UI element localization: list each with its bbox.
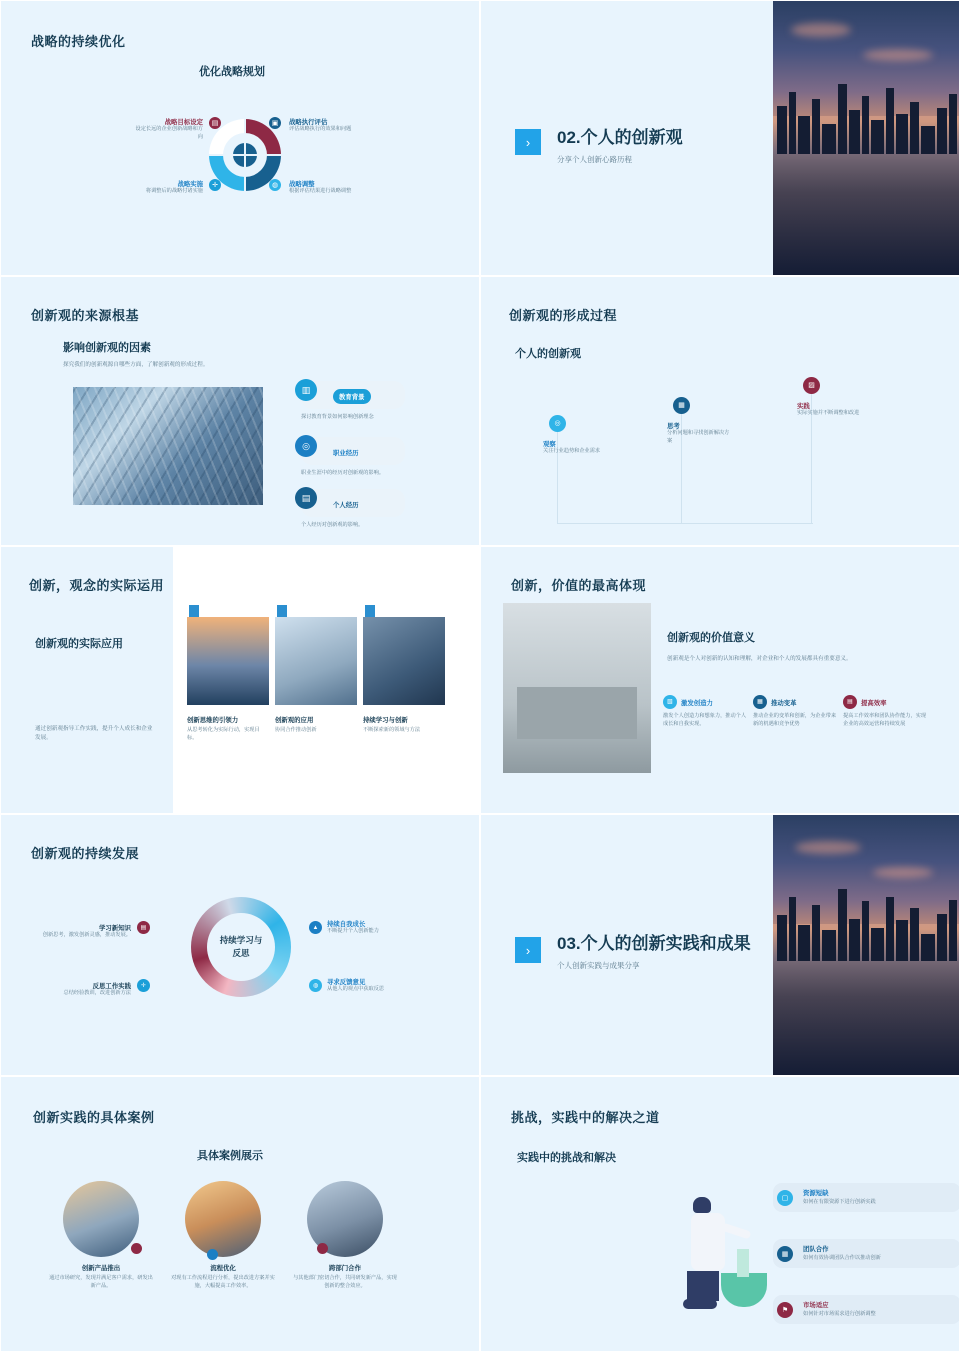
dev-item-1: 持续自我成长 不断提升个人创新能力: [327, 921, 379, 934]
scientist-illustration: [661, 1187, 781, 1327]
section-number-title: 03.个人的创新实践和成果: [557, 934, 751, 953]
slide-section-02: [480, 0, 960, 276]
page-title: 创新观的来源根基: [31, 308, 140, 323]
building-photo: [73, 387, 263, 505]
document-icon: ▤: [295, 487, 317, 509]
bulb-icon: ▧: [663, 695, 677, 709]
value-item-2: ▤ 提高效率 提高工作效率和团队协作能力，实现企业的高效运营和持续发展: [843, 695, 927, 729]
city-photo: [773, 815, 959, 1075]
section-heading: 实践中的挑战和解决: [517, 1152, 616, 1164]
chat-icon: ◍: [309, 979, 322, 992]
slide-formation-process: [480, 276, 960, 546]
section-heading: 影响创新观的因素: [63, 342, 151, 354]
architecture-photo: [275, 617, 357, 705]
chevron-right-icon: ›: [515, 937, 541, 963]
step-2: 实践 实际实施并不断调整和改进: [797, 403, 860, 416]
document-icon: ▣: [269, 117, 281, 129]
case-photo-1: [185, 1181, 261, 1257]
section-heading: 个人的创新观: [515, 348, 581, 360]
chevron-right-icon: ›: [515, 129, 541, 155]
arrow-up-icon: ▲: [309, 921, 322, 934]
factor-item-1: ◎ 职业经历 职业生涯中的经历对创新观的影响。: [301, 437, 405, 478]
page-title: 创新，价值的最高体现: [511, 578, 647, 593]
city-sunset-photo: [187, 617, 269, 705]
slide-challenges: [480, 1076, 960, 1352]
case-dot-2: [317, 1243, 328, 1254]
target-icon: ◎: [295, 435, 317, 457]
section-desc: 创新观是个人对创新的认知和理解，对企业和个人的发展都具有重要意义。: [667, 656, 852, 662]
gear-icon: ✛: [137, 979, 150, 992]
case-dot-0: [131, 1243, 142, 1254]
challenge-item-0: ▢ 资源短缺 如何在有限资源下进行创新实践: [773, 1183, 960, 1212]
page-title: 挑战，实践中的解决之道: [511, 1110, 660, 1125]
strategy-item-1: 战略执行评估 评估战略执行的效果和问题: [289, 119, 352, 132]
grid-icon: ▦: [753, 695, 767, 709]
factor-item-0: ▥ 教育背景 探讨教育背景如何影响创新理念: [301, 381, 405, 422]
page-title: 创新观的持续发展: [31, 846, 140, 861]
strategy-item-0: 战略目标设定 设定长远的企业创新战略和方向: [135, 119, 203, 140]
strategy-item-2: 战略实施 将调整后的战略付诸实施: [145, 181, 203, 194]
grid-icon: ▦: [673, 397, 690, 414]
briefcase-icon: ▤: [209, 117, 221, 129]
case-item-2: 跨部门合作 与其他部门密切合作，共同研发新产品，实现创新的整合效应。: [293, 1265, 397, 1289]
glass-building-photo: [363, 617, 445, 705]
chart-icon: ▤: [843, 695, 857, 709]
dev-item-0: 学习新知识 创新思考，激发创新灵感，推动发展。: [42, 925, 131, 938]
flag-icon: ⚑: [777, 1302, 793, 1318]
case-photo-0: [63, 1181, 139, 1257]
section-desc: 通过创新观指导工作实践，提升个人成长和企业发展。: [35, 726, 153, 741]
section-heading: 创新观的价值意义: [667, 632, 755, 644]
step-1: 思考 分析问题和寻找创新解决方案: [667, 423, 730, 444]
dev-item-3: 寻求反馈意见 从他人的观点中获取反思: [327, 979, 385, 992]
value-item-1: ▦ 推动变革 推动企业的变革和创新，为企业带来新的机遇和竞争优势: [753, 695, 837, 729]
refresh-icon: ◍: [269, 179, 281, 191]
factor-item-2: ▤ 个人经历 个人经历对创新观的影响。: [301, 489, 405, 530]
target-icon: ◎: [549, 415, 566, 432]
page-title: 创新观的形成过程: [509, 308, 618, 323]
section-heading: 创新观的实际应用: [35, 638, 123, 650]
dev-item-2: 反思工作实践 总结经验教训，改进创新方法: [63, 983, 131, 996]
slide-practical-application: [0, 546, 480, 814]
strategy-item-3: 战略调整 根据评估结果进行战略调整: [289, 181, 352, 194]
section-heading: 优化战略规划: [199, 66, 265, 78]
section-subtitle: 分享个人创新心路历程: [557, 155, 632, 165]
ring-center-label: 持续学习与 反思: [219, 935, 263, 958]
section-heading: 具体案例展示: [197, 1150, 263, 1162]
application-item-1: 创新观的应用 协同合作推动创新: [275, 717, 317, 733]
page-title: 创新，观念的实际运用: [29, 578, 165, 593]
learning-ring: [191, 897, 291, 997]
slide-continuous-development: [0, 814, 480, 1076]
image-icon: ▥: [295, 379, 317, 401]
book-icon: ▤: [137, 921, 150, 934]
step-0: 观察 关注行业趋势和企业需求: [543, 441, 601, 454]
case-item-1: 流程优化 对现有工作流程进行分析，提出改进方案并实施，大幅提高工作效率。: [171, 1265, 275, 1289]
section-number-title: 02.个人的创新观: [557, 128, 683, 147]
slide-strategy-optimization: [0, 0, 480, 276]
city-photo: [773, 1, 959, 275]
gear-icon: ✛: [209, 179, 221, 191]
tool-icon: ▨: [803, 377, 820, 394]
page-title: 战略的持续优化: [31, 34, 126, 49]
section-desc: 探究我们的创新观源自哪些方面，了解创新观的形成过程。: [63, 362, 209, 368]
slide-case-studies: [0, 1076, 480, 1352]
case-item-0: 创新产品推出 通过市场研究，发现并满足客户需求，研发出新产品。: [49, 1265, 153, 1289]
challenge-item-2: ⚑ 市场适应 如何针对市场需求进行创新调整: [773, 1295, 960, 1324]
application-item-0: 创新思维的引领力 从思考转化为实际行动，实现目标。: [187, 717, 260, 741]
section-subtitle: 个人创新实践与成果分享: [557, 961, 640, 971]
box-icon: ▢: [777, 1190, 793, 1206]
slide-section-03: [480, 814, 960, 1076]
case-dot-1: [207, 1249, 218, 1260]
slide-value-embodiment: [480, 546, 960, 814]
page-title: 创新实践的具体案例: [33, 1110, 155, 1125]
grid-icon: ▦: [777, 1246, 793, 1262]
slide-innovation-roots: [0, 276, 480, 546]
application-item-2: 持续学习与创新 不断探索新的领域与方法: [363, 717, 421, 733]
challenge-item-1: ▦ 团队合作 如何有效协调团队合作以推动创新: [773, 1239, 960, 1268]
value-item-0: ▧ 激发创造力 激发个人创造力和想象力，推动个人成长和自我实现。: [663, 695, 747, 729]
concrete-building-photo: [503, 603, 651, 773]
